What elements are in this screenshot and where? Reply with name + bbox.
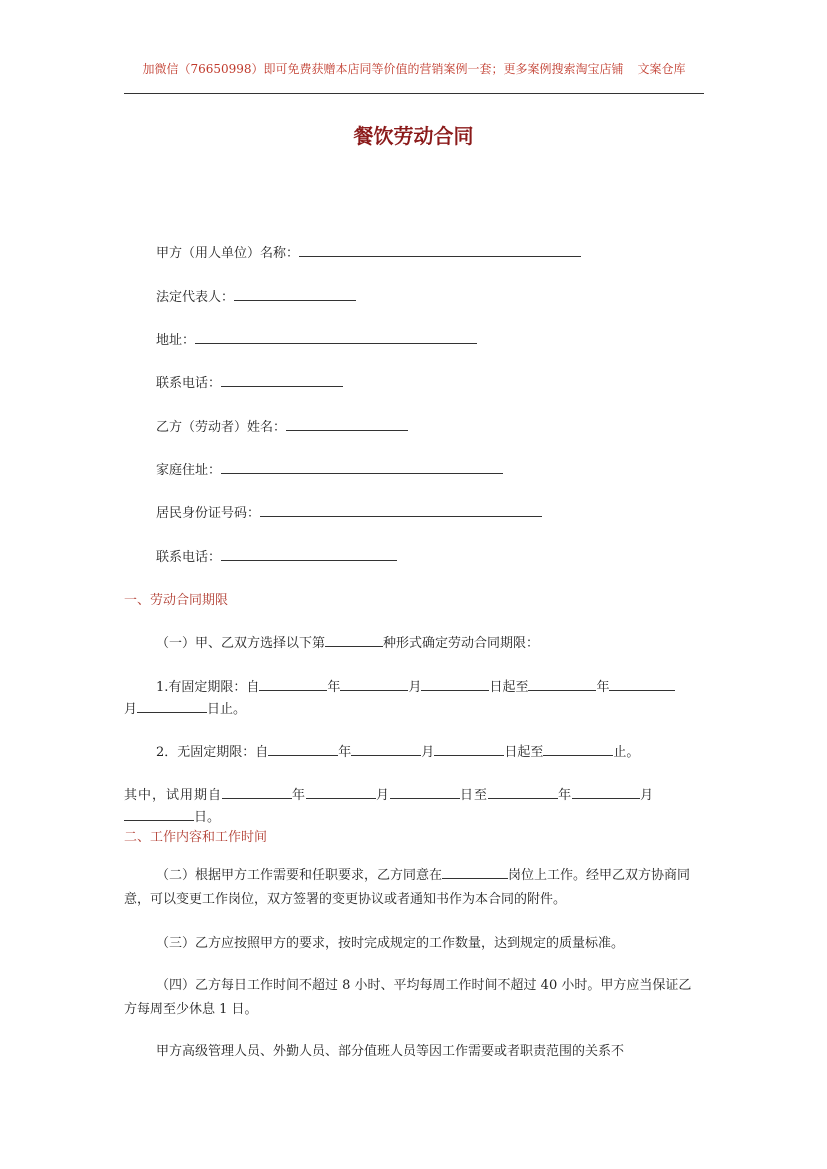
phone-b-label: 联系电话： [156,550,222,565]
header-divider [124,93,704,94]
party-a-name-row [156,242,581,261]
clause-3-text: （三）乙方应按照甲方的要求，按时完成规定的工作数量，达到规定的质量标准。 [156,936,625,951]
address-label: 地址： [156,333,196,348]
phone-b-blank [221,548,397,561]
fixed-term-from: ：自 [233,680,260,695]
fixed-year2-label: 年 [596,680,610,695]
probation-day-blank [390,786,460,799]
open-year-blank [268,743,338,756]
fixed-month2-label: 月 [124,702,138,717]
open-day-label: 日起至 [504,745,544,760]
id-number-row [156,502,542,521]
fixed-year-label: 年 [327,680,341,695]
home-address-blank [221,461,503,474]
party-a-name-blank [299,244,581,257]
home-address-label: 家庭住址： [156,463,222,478]
probation-label: 其中，试用期自 [124,788,223,803]
fixed-day2-blank [137,700,207,713]
fixed-month-blank [340,678,408,691]
clause-5 [124,1040,704,1064]
probation-month2-blank [572,786,640,799]
clause-2-pre: （二）根据甲方工作需要和任职要求，乙方同意在 [156,868,443,883]
clause-5-text: 甲方高级管理人员、外勤人员、部分值班人员等因工作需要或者职责范围的关系不 [156,1044,625,1059]
phone-a-label: 联系电话： [156,376,222,391]
fixed-day-blank [421,678,489,691]
fixed-day-label: 日起至 [489,680,529,695]
probation-end: 日。 [194,810,221,825]
term-choice-blank [325,634,383,647]
open-day-blank [434,743,504,756]
probation-day-label: 日至 [460,788,489,803]
section-1-heading: 一、劳动合同期限 [124,593,229,608]
fixed-month2-blank-start [609,678,675,691]
probation-day2-blank [124,808,194,821]
promo-banner-text: 加微信（76650998）即可免费获赠本店同等价值的营销案例一套；更多案例搜索淘宝店铺 [142,62,624,76]
open-end-blank [543,743,613,756]
legal-rep-blank [234,288,356,301]
fixed-term-row-2 [124,698,246,717]
probation-row [124,784,654,803]
legal-rep-row [156,286,356,305]
term-choice-pre: （一）甲、乙双方选择以下第 [156,636,326,651]
clause-4-text: （四）乙方每日工作时间不超过 8 小时、平均每周工作时间不超过 40 小时。甲方应当保证乙方每周至少休息 1 日。 [124,978,692,1017]
phone-a-blank [221,374,343,387]
position-blank [442,866,508,879]
fixed-month-label: 月 [408,680,422,695]
clause-3 [124,932,704,956]
id-number-label: 居民身份证号码： [156,506,261,521]
phone-b-row [156,546,397,565]
party-b-name-label: 乙方（劳动者）姓名： [156,420,287,435]
fixed-term-label: 1.有固定期限 [156,680,234,695]
open-month-label: 月 [421,745,435,760]
probation-month2-label: 月 [640,788,655,803]
address-blank [195,331,477,344]
party-b-name-row [156,416,408,435]
term-choice-post: 种形式确定劳动合同期限： [383,636,540,651]
probation-year2-blank [488,786,558,799]
document-title: 餐饮劳动合同 [353,124,474,148]
party-a-name-label: 甲方（用人单位）名称： [156,246,300,261]
open-term-label: 2．无固定期限：自 [156,745,269,760]
party-b-name-blank [286,418,408,431]
probation-year2-label: 年 [558,788,573,803]
id-number-blank [260,504,542,517]
open-term-row [156,741,639,760]
shop-name: 文案仓库 [637,62,686,76]
probation-year-label: 年 [292,788,307,803]
probation-year-blank [222,786,292,799]
probation-month-blank [306,786,376,799]
clause-2 [124,864,704,912]
open-term-end: 止。 [613,745,640,760]
section-2-heading: 二、工作内容和工作时间 [124,830,268,845]
probation-month-label: 月 [376,788,391,803]
fixed-year-blank [259,678,327,691]
legal-rep-label: 法定代表人： [156,290,235,305]
open-year-label: 年 [338,745,352,760]
fixed-term-row [156,676,675,695]
address-row [156,329,477,348]
fixed-term-end: 日止。 [207,702,247,717]
home-address-row [156,459,503,478]
fixed-year2-blank [528,678,596,691]
phone-a-row [156,372,343,391]
open-month-blank [351,743,421,756]
probation-row-2 [124,806,220,825]
clause-2-post: 岗位上工作。经甲乙双方协商同意，可以变更工作岗位，双方签署的变更协议或者通知书作为本合同的附件。 [124,868,691,907]
promo-header [124,60,704,77]
term-choice-row [156,632,539,651]
clause-4 [124,974,704,1022]
